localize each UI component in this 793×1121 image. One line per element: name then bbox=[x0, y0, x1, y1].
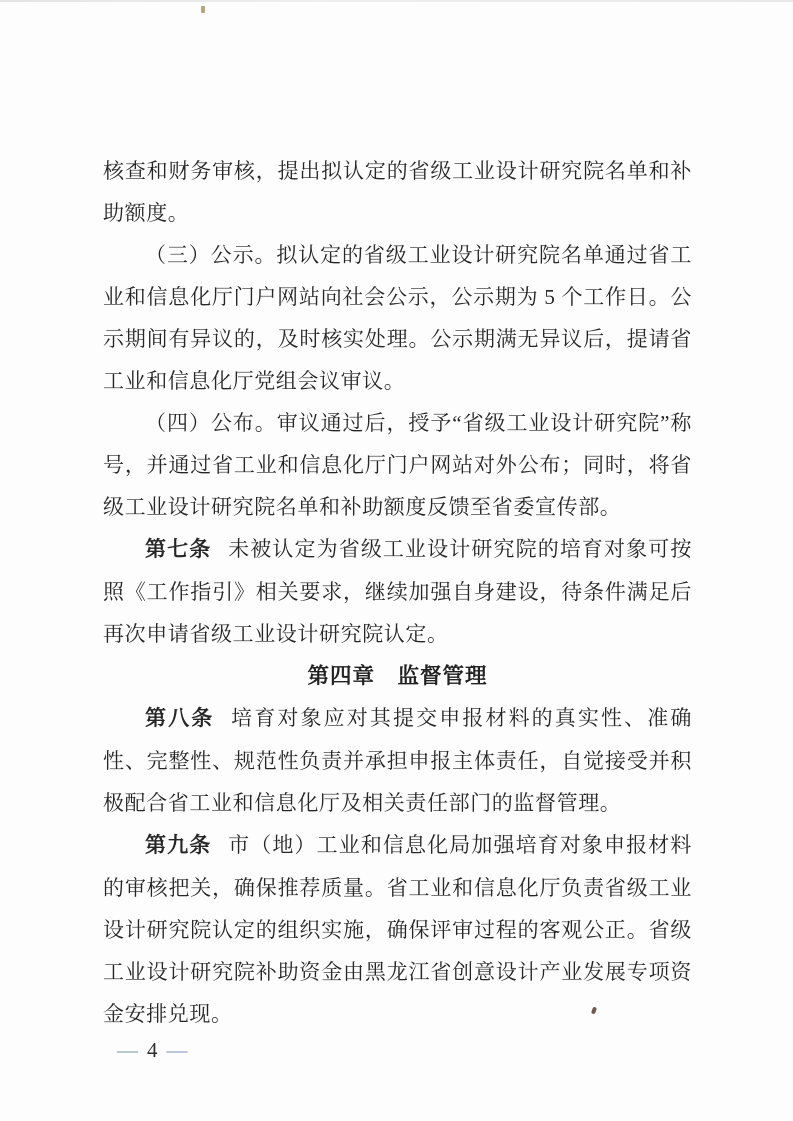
document-body bbox=[103, 150, 692, 1035]
paragraph-item-3-public-notice: （三）公示。拟认定的省级工业设计研究院名单通过省工业和信息化厅门户网站向社会公示，公示期为 5 个工作日。公示期间有异议的，及时核实处理。公示期满无异议后，提请省工业和信息化厅党组会议审议。 bbox=[103, 243, 692, 393]
article-8-label: 第八条 bbox=[145, 707, 215, 730]
paragraph-item-4-announcement: （四）公布。审议通过后，授予“省级工业设计研究院”称号，并通过省工业和信息化厅门户网站对外公布；同时，将省级工业设计研究院名单和补助额度反馈至省委宣传部。 bbox=[103, 411, 692, 519]
paragraph-article-8 bbox=[103, 697, 692, 824]
scan-speck bbox=[201, 6, 205, 13]
page-number: 4 bbox=[147, 1038, 158, 1062]
article-8-text: 培育对象应对其提交申报材料的真实性、准确性、完整性、规范性负责并承担申报主体责任，自觉接受并积极配合省工业和信息化厅及相关责任部门的监督管理。 bbox=[103, 706, 692, 815]
article-9-text: 市（地）工业和信息化局加强培育对象申报材料的审核把关，确保推荐质量。省工业和信息化厅负责省级工业设计研究院认定的组织实施，确保评审过程的客观公正。省级工业设计研究院补助资金由黑龙江省创意设计产业发展专项资金安排兑现。 bbox=[103, 833, 692, 1026]
article-9-label: 第九条 bbox=[145, 834, 212, 857]
article-7-text: 未被认定为省级工业设计研究院的培育对象可按照《工作指引》相关要求，继续加强自身建设，待条件满足后再次申请省级工业设计研究院认定。 bbox=[103, 537, 692, 646]
paragraph-article-7 bbox=[103, 528, 692, 655]
scan-edge-artifact bbox=[0, 0, 793, 2]
page-number-dash-right: — bbox=[166, 1038, 188, 1062]
page-number-footer bbox=[117, 1036, 188, 1064]
chapter-4-heading: 第四章 监督管理 bbox=[307, 664, 488, 688]
article-7-label: 第七条 bbox=[145, 538, 212, 561]
paragraph-continuation: 核查和财务审核，提出拟认定的省级工业设计研究院名单和补助额度。 bbox=[103, 159, 692, 225]
page-number-dash-left: — bbox=[117, 1038, 138, 1062]
paragraph-article-9 bbox=[103, 824, 692, 1035]
